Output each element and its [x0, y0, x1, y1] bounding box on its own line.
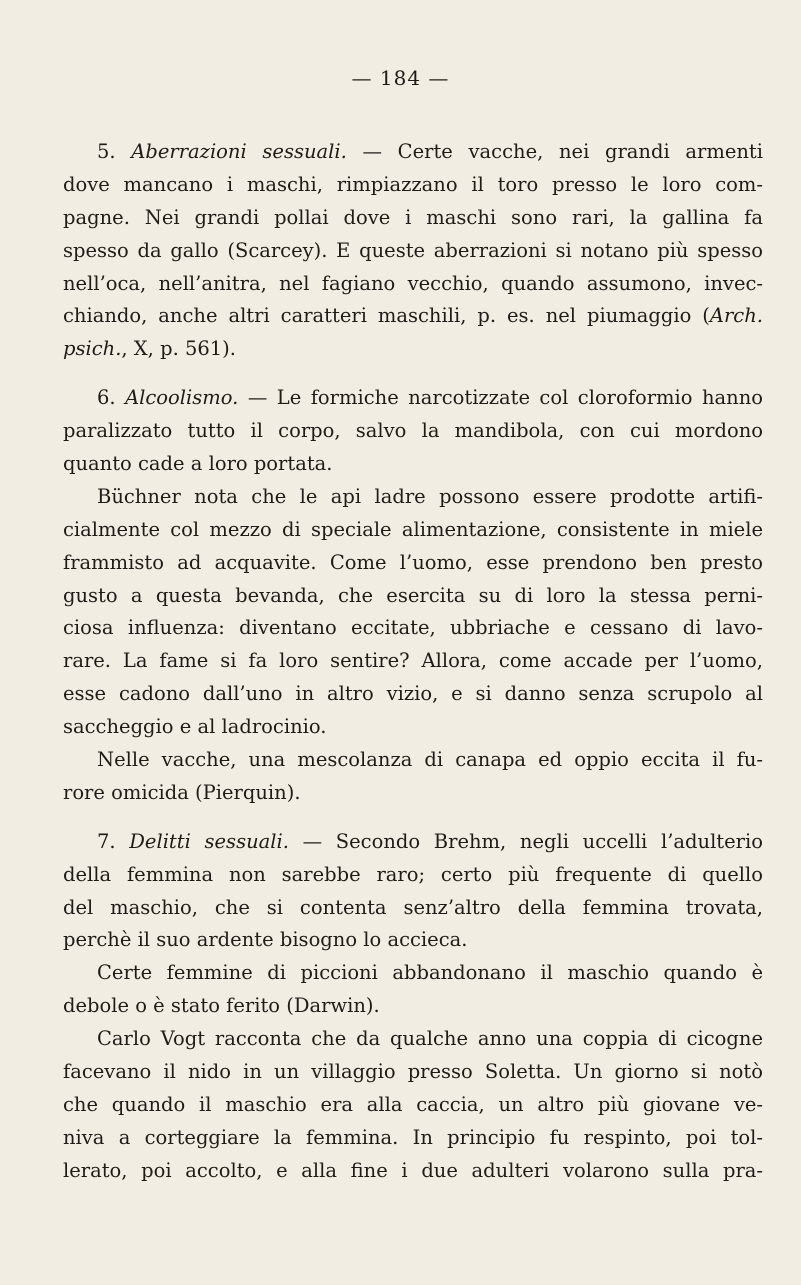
paragraph-gap: [63, 810, 763, 826]
text-run: lerato, poi accolto, e alla fine i due adulteri volarono sulla pra-: [63, 1158, 763, 1182]
text-line: [63, 990, 763, 1023]
text-line: [63, 481, 763, 514]
text-line: [63, 1089, 763, 1122]
text-run: 6.: [97, 386, 126, 410]
text-run: paralizzato tutto il corpo, salvo la mandibola, con cui mordono: [63, 419, 763, 443]
text-line: [63, 678, 763, 711]
text-run: Certe femmine di piccioni abbandonano il maschio quando è: [97, 961, 763, 985]
text-line: [63, 514, 763, 547]
text-line: [63, 711, 763, 744]
text-run: — Le formiche narcotizzate col cloroformio hanno: [238, 386, 763, 410]
text-line: [63, 826, 763, 859]
text-run: ciosa influenza: diventano eccitate, ubbriache e cessano di lavo-: [63, 616, 763, 640]
text-run: frammisto ad acquavite. Come l’uomo, esse prendono ben presto: [63, 550, 763, 574]
text-run: perchè il suo ardente bisogno lo accieca.: [63, 928, 468, 952]
text-line: [63, 1122, 763, 1155]
text-line: [63, 645, 763, 678]
text-line: [63, 300, 763, 333]
text-run: rore omicida (Pierquin).: [63, 780, 301, 804]
page-number: — 184 —: [351, 66, 450, 90]
text-run: , X, p. 561).: [121, 337, 236, 361]
italic-heading: Alcoolismo.: [125, 386, 239, 410]
section-5: [63, 136, 763, 366]
italic-heading: Arch.: [709, 304, 763, 328]
text-run: gusto a questa bevanda, che esercita su di loro la stessa perni-: [63, 583, 763, 607]
text-run: 7.: [97, 829, 130, 853]
text-line: [63, 268, 763, 301]
text-line: [63, 136, 763, 169]
italic-heading: psich.: [63, 337, 122, 361]
text-run: dove mancano i maschi, rimpiazzano il toro presso le loro com-: [63, 172, 763, 196]
text-line: [63, 580, 763, 613]
text-line: [63, 235, 763, 268]
paragraph-gap: [63, 366, 763, 382]
text-run: 5.: [97, 140, 132, 163]
text-line: [63, 1023, 763, 1056]
text-run: che quando il maschio era alla caccia, un altro più giovane ve-: [63, 1092, 763, 1116]
text-run: pagne. Nei grandi pollai dove i maschi sono rari, la gallina fa: [63, 205, 763, 229]
text-run: saccheggio e al ladrocinio.: [63, 715, 327, 739]
text-line: [63, 202, 763, 235]
text-line: [63, 612, 763, 645]
text-run: niva a corteggiare la femmina. In principio fu respinto, poi tol-: [63, 1125, 763, 1149]
text-line: [63, 448, 763, 481]
text-line: [63, 415, 763, 448]
text-line: [63, 924, 763, 957]
italic-heading: Aberrazioni sessuali.: [131, 140, 347, 163]
text-run: Nelle vacche, una mescolanza di canapa ed oppio eccita il fu-: [97, 748, 763, 772]
text-line: [63, 169, 763, 202]
text-line: [63, 957, 763, 990]
text-run: debole o è stato ferito (Darwin).: [63, 994, 380, 1018]
text-line: [63, 892, 763, 925]
section-7: [63, 826, 763, 1188]
text-line: [63, 1056, 763, 1089]
text-run: della femmina non sarebbe raro; certo più frequente di quello: [63, 862, 763, 886]
text-run: Büchner nota che le api ladre possono essere prodotte artifi-: [97, 484, 763, 508]
text-run: quanto cade a loro portata.: [63, 452, 333, 476]
text-line: [63, 1155, 763, 1188]
text-run: facevano il nido in un villaggio presso Soletta. Un giorno si notò: [63, 1060, 763, 1084]
text-run: — Certe vacche, nei grandi armenti: [346, 140, 763, 163]
text-run: — Secondo Brehm, negli uccelli l’adulterio: [288, 829, 763, 853]
text-run: chiando, anche altri caratteri maschili, p. es. nel piumaggio (: [63, 304, 710, 328]
text-line: [63, 333, 763, 366]
text-line: [63, 744, 763, 777]
text-run: esse cadono dall’uno in altro vizio, e si danno senza scrupolo al: [63, 682, 763, 706]
text-run: nell’oca, nell’anitra, nel fagiano vecchio, quando assumono, invec-: [63, 271, 763, 295]
text-run: Carlo Vogt racconta che da qualche anno una coppia di cicogne: [97, 1027, 763, 1051]
body-text: [63, 136, 763, 1188]
italic-heading: Delitti sessuali.: [129, 829, 289, 853]
text-line: [63, 382, 763, 415]
text-run: spesso da gallo (Scarcey). E queste aberrazioni si notano più spesso: [63, 238, 763, 262]
text-run: cialmente col mezzo di speciale alimentazione, consistente in miele: [63, 517, 763, 541]
text-line: [63, 777, 763, 810]
text-line: [63, 859, 763, 892]
text-line: [63, 547, 763, 580]
section-6: [63, 382, 763, 810]
text-run: rare. La fame si fa loro sentire? Allora, come accade per l’uomo,: [63, 649, 763, 673]
text-run: del maschio, che si contenta senz’altro della femmina trovata,: [63, 895, 763, 919]
